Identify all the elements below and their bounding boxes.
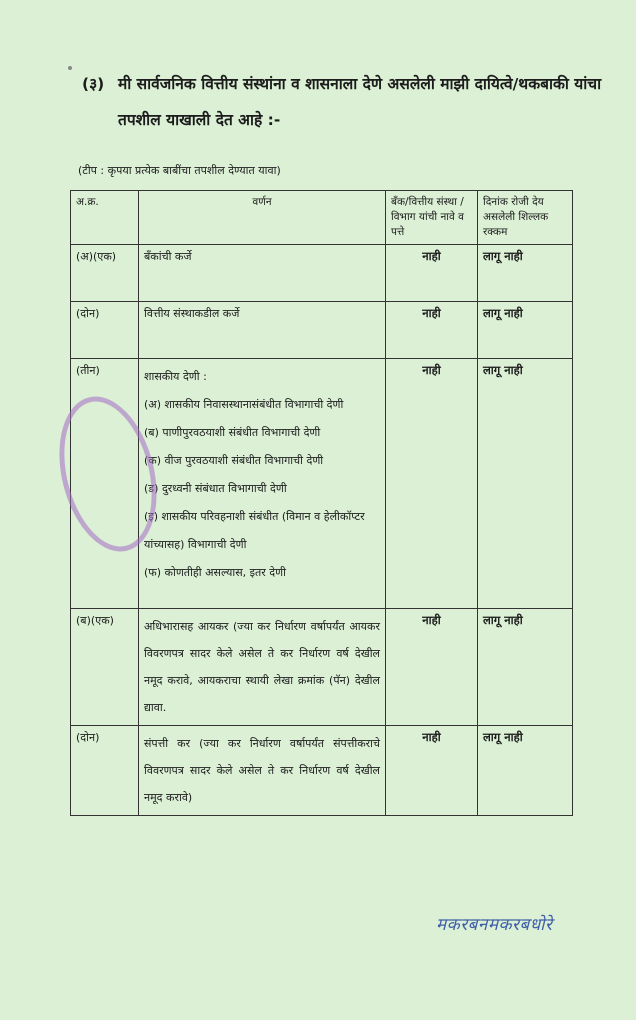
- header-description: वर्णन: [139, 191, 386, 245]
- signature: मकरबनमकरबधोरे: [436, 915, 553, 935]
- row-status: नाही: [386, 609, 478, 726]
- row-description: वित्तीय संस्थाकडील कर्जे: [139, 302, 386, 359]
- header-amount: दिनांक रोजी देय असलेली शिल्लक रक्कम: [478, 191, 573, 245]
- row-amount: लागू नाही: [478, 359, 573, 609]
- heading-line-2: तपशील याखाली देत आहे :-: [118, 111, 281, 129]
- header-serial: अ.क्र.: [71, 191, 139, 245]
- row-amount: लागू नाही: [478, 245, 573, 302]
- row-status: नाही: [386, 302, 478, 359]
- list-item: (ड) दुरध्वनी संबंधात विभागाची देणी: [144, 482, 287, 495]
- row-description: संपत्ती कर (ज्या कर निर्धारण वर्षापर्यंत संपत्तीकराचे विवरणपत्र सादर केले असेल ते कर निर्धारण वर्ष देखील नमूद करावे): [139, 726, 386, 816]
- heading-line-1: मी सार्वजनिक वित्तीय संस्थांना व शासनाला देणे असलेली माझी दायित्वे/थकबाकी यांचा: [118, 75, 602, 93]
- note-text: (टीप : कृपया प्रत्येक बाबींचा तपशील देण्यात यावा): [78, 164, 281, 177]
- row-status: नाही: [386, 359, 478, 609]
- government-dues-title: शासकीय देणी :: [144, 370, 207, 383]
- row-amount: लागू नाही: [478, 609, 573, 726]
- list-item: (अ) शासकीय निवासस्थानासंबंधीत विभागाची देणी: [144, 398, 344, 411]
- list-item: (फ) कोणतीही असल्यास, इतर देणी: [144, 566, 286, 579]
- row-serial: (दोन): [71, 302, 139, 359]
- row-status: नाही: [386, 726, 478, 816]
- row-serial: (अ)(एक): [71, 245, 139, 302]
- section-number: (३): [82, 75, 105, 93]
- table-row: [71, 302, 573, 359]
- table-row: [71, 609, 573, 726]
- row-amount: लागू नाही: [478, 302, 573, 359]
- row-serial: (तीन): [71, 359, 139, 609]
- list-item: (इ) शासकीय परिवहनाशी संबंधीत (विमान व हेलीकॉप्टर यांच्यासह) विभागाची देणी: [144, 510, 365, 551]
- table-row: [71, 726, 573, 816]
- list-item: (ब) पाणीपुरवठयाशी संबंधीत विभागाची देणी: [144, 426, 321, 439]
- list-item: (क) वीज पुरवठयाशी संबंधीत विभागाची देणी: [144, 454, 324, 467]
- row-description: अधिभारासह आयकर (ज्या कर निर्धारण वर्षापर्यंत आयकर विवरणपत्र सादर केले असेल ते कर निर्धारण वर्ष देखील नमूद करावे, आयकराचा स्थायी लेखा क्रमांक (पॅन) देखील द्यावा.: [139, 609, 386, 726]
- scan-mark: [68, 66, 72, 70]
- row-description: बँकांची कर्जे: [139, 245, 386, 302]
- row-description: [139, 359, 386, 609]
- row-serial: (ब)(एक): [71, 609, 139, 726]
- row-status: नाही: [386, 245, 478, 302]
- table-header-row: [71, 191, 573, 245]
- table-row: [71, 245, 573, 302]
- header-institution: बँक/वित्तीय संस्था /विभाग यांची नावे व पत्ते: [386, 191, 478, 245]
- row-serial: (दोन): [71, 726, 139, 816]
- row-amount: लागू नाही: [478, 726, 573, 816]
